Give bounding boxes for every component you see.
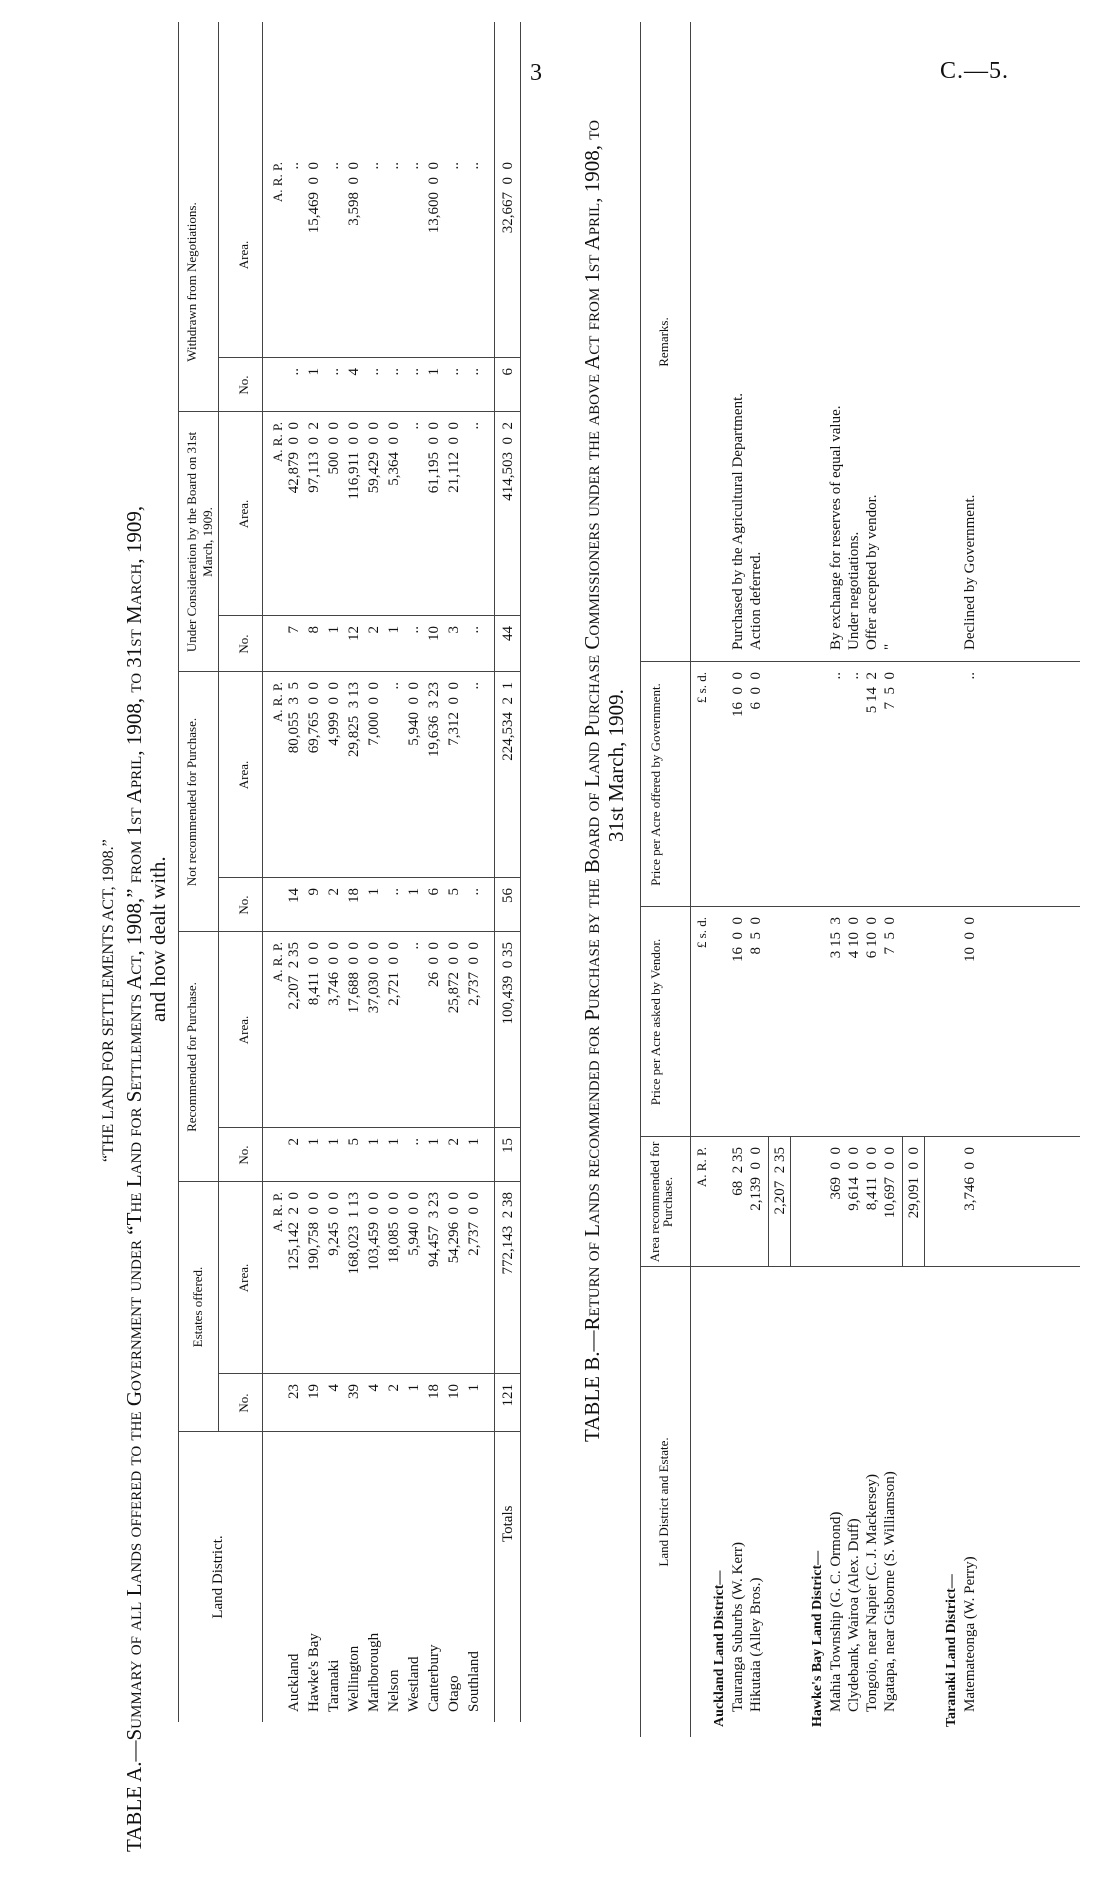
table-b-title: TABLE B.—Return of Lands recommended for Purchase by the Board of Land Purchase Commissioners under the above Act from 1st April, 1908, to	[580, 120, 604, 1442]
nr-no: ..	[466, 888, 482, 896]
rec-no: 1	[386, 1138, 402, 1146]
eo-area: 5,940 0 0	[406, 1192, 422, 1256]
district-name: Nelson	[386, 1669, 402, 1712]
col-vendor: Price per Acre asked by Vendor.	[648, 938, 663, 1106]
nr-no: 9	[306, 888, 322, 896]
arp-wd: A. R. P.	[270, 162, 285, 203]
totals-label: Totals	[500, 1505, 516, 1542]
nr-area: 7,312 0 0	[446, 682, 462, 746]
subtotal-area: 2,207 2 35	[772, 1147, 788, 1215]
govt-price: ..	[846, 672, 862, 680]
uc-no: 10	[426, 626, 442, 641]
sub-no-uc: No.	[236, 634, 251, 654]
nr-area: 69,765 0 0	[306, 682, 322, 754]
wd-no: 1	[426, 368, 442, 376]
district-heading: Taranaki Land District—	[944, 1574, 959, 1727]
wd-area: 3,598 0 0	[346, 162, 362, 226]
eo-no: 19	[306, 1384, 322, 1399]
nr-no: 14	[286, 888, 302, 903]
nr-no: 1	[406, 888, 422, 896]
eo-no: 1	[406, 1384, 422, 1392]
uc-no: 7	[286, 626, 302, 634]
table-b-title-2: 31st March, 1909.	[604, 689, 628, 842]
uc-area: 21,112 0 0	[446, 422, 462, 493]
rec-no: 1	[366, 1138, 382, 1146]
rec-area: 2,207 2 35	[286, 942, 302, 1010]
govt-price: ..	[962, 672, 978, 680]
nr-area: 80,055 3 5	[286, 682, 302, 754]
eo-no: 4	[366, 1384, 382, 1392]
estate-area: 10,697 0 0	[882, 1147, 898, 1219]
uc-area: ..	[406, 422, 422, 430]
rec-no: ..	[406, 1138, 422, 1146]
eo-area: 94,457 3 23	[426, 1192, 442, 1267]
district-heading: Auckland Land District—	[712, 1570, 727, 1727]
b-lsd-govt: £ s. d.	[694, 672, 709, 704]
total-eo-no: 121	[500, 1384, 516, 1407]
wd-no: ..	[326, 368, 342, 376]
grp-recommended: Recommended for Purchase.	[184, 982, 199, 1132]
page-reference: C.—5.	[940, 58, 1010, 84]
subtotal-area: 29,091 0 0	[906, 1147, 922, 1219]
col-area: Area recommended for Purchase.	[647, 1141, 675, 1263]
rec-no: 1	[426, 1138, 442, 1146]
estate-area: 8,411 0 0	[864, 1147, 880, 1211]
grp-under-consideration: Under Consideration by the Board on 31st March, 1909.	[184, 431, 215, 653]
wd-area: ..	[466, 162, 482, 170]
vendor-price: 7 5 0	[882, 917, 898, 955]
nr-area: ..	[386, 682, 402, 690]
remarks: Under negotiations.	[846, 531, 862, 650]
uc-area: 59,429 0 0	[366, 422, 382, 494]
eo-area: 9,245 0 0	[326, 1192, 342, 1256]
rec-area: 37,030 0 0	[366, 942, 382, 1014]
arp-nr: A. R. P.	[270, 682, 285, 723]
col-estate: Land District and Estate.	[656, 1437, 671, 1567]
remarks: Action deferred.	[748, 551, 764, 650]
wd-area: 13,600 0 0	[426, 162, 442, 234]
sub-no-wd: No.	[236, 375, 251, 395]
estate-name: Clydebank, Wairoa (Alex. Duff)	[846, 1518, 862, 1712]
eo-no: 4	[326, 1384, 342, 1392]
eo-area: 103,459 0 0	[366, 1192, 382, 1271]
vendor-price: 3 15 3	[828, 917, 844, 959]
eo-area: 54,296 0 0	[446, 1192, 462, 1264]
uc-area: 42,879 0 0	[286, 422, 302, 494]
uc-no: 1	[326, 626, 342, 634]
vendor-price: 8 5 0	[748, 917, 764, 955]
remarks: Purchased by the Agricultural Department.	[730, 392, 746, 650]
uc-no: 2	[366, 626, 382, 634]
col-remarks: Remarks.	[656, 317, 671, 367]
grp-not-recommended: Not recommended for Purchase.	[184, 717, 199, 887]
eo-no: 2	[386, 1384, 402, 1392]
eo-area: 125,142 2 0	[286, 1192, 302, 1271]
estate-name: Matemateonga (W. Perry)	[962, 1556, 978, 1712]
eo-area: 18,085 0 0	[386, 1192, 402, 1264]
eo-area: 190,758 0 0	[306, 1192, 322, 1271]
wd-no: ..	[406, 368, 422, 376]
col-govt: Price per Acre offered by Government.	[648, 683, 663, 886]
district-name: Wellington	[346, 1645, 362, 1712]
sub-area-uc: Area.	[236, 499, 251, 529]
uc-area: 500 0 0	[326, 422, 342, 475]
eo-no: 23	[286, 1384, 302, 1399]
total-nr-area: 224,534 2 1	[500, 682, 516, 761]
estate-name: Tauranga Suburbs (W. Kerr)	[730, 1541, 746, 1712]
uc-area: 5,364 0 0	[386, 422, 402, 486]
table-a-title: TABLE A.—Summary of all Lands offered to the Government under “The Land for Settlements Act, 1908,” from 1st April, 1908, to 31st March, 1909,	[122, 505, 146, 1852]
uc-area: 97,113 0 2	[306, 422, 322, 493]
rec-no: 2	[446, 1138, 462, 1146]
rec-no: 1	[466, 1138, 482, 1146]
b-lsd-vendor: £ s. d.	[694, 917, 709, 949]
arp-eo: A. R. P.	[270, 1192, 285, 1233]
vendor-price: 16 0 0	[730, 917, 746, 962]
wd-area: 15,469 0 0	[306, 162, 322, 234]
remarks: Declined by Government.	[962, 494, 978, 650]
nr-area: 29,825 3 13	[346, 682, 362, 757]
estate-name: Ngatapa, near Gisborne (S. Williamson)	[882, 1471, 898, 1712]
govt-price: 6 0 0	[748, 672, 764, 710]
nr-area: 7,000 0 0	[366, 682, 382, 746]
sub-no-nr: No.	[236, 895, 251, 915]
eo-no: 1	[466, 1384, 482, 1392]
district-heading: Hawke's Bay Land District—	[810, 1550, 825, 1727]
total-wd-area: 32,667 0 0	[500, 162, 516, 234]
total-eo-area: 772,143 2 38	[500, 1192, 516, 1275]
rec-area: 17,688 0 0	[346, 942, 362, 1014]
rec-area: 2,737 0 0	[466, 942, 482, 1006]
district-name: Canterbury	[426, 1644, 442, 1712]
rec-no: 5	[346, 1138, 362, 1146]
wd-no: ..	[286, 368, 302, 376]
estate-name: Mahia Township (G. C. Ormond)	[828, 1511, 844, 1712]
uc-area: 61,195 0 0	[426, 422, 442, 494]
wd-area: ..	[326, 162, 342, 170]
table-a-title-2: and how dealt with.	[146, 856, 170, 1022]
estate-area: 2,139 0 0	[748, 1147, 764, 1211]
estate-name: Hikutaia (Alley Bros.)	[748, 1577, 764, 1712]
eo-area: 168,023 1 13	[346, 1192, 362, 1275]
act-heading: “THE LAND FOR SETTLEMENTS ACT, 1908.”	[100, 839, 117, 1162]
grp-withdrawn: Withdrawn from Negotiations.	[184, 202, 199, 362]
uc-no: 3	[446, 626, 462, 634]
uc-no: 1	[386, 626, 402, 634]
page-number: 3	[530, 60, 542, 86]
govt-price: 5 14 2	[864, 672, 880, 714]
wd-no: ..	[366, 368, 382, 376]
total-uc-area: 414,503 0 2	[500, 422, 516, 501]
uc-no: 8	[306, 626, 322, 634]
rec-area: 26 0 0	[426, 942, 442, 987]
eo-no: 10	[446, 1384, 462, 1399]
sub-no-rec: No.	[236, 1145, 251, 1165]
wd-no: ..	[386, 368, 402, 376]
nr-no: 5	[446, 888, 462, 896]
rec-area: ..	[406, 942, 422, 950]
estate-area: 3,746 0 0	[962, 1147, 978, 1211]
district-name: Hawke's Bay	[306, 1633, 322, 1712]
district-name: Marlborough	[366, 1632, 382, 1712]
sub-no-eo: No.	[236, 1393, 251, 1413]
uc-no: ..	[406, 626, 422, 634]
b-arp: A. R. P.	[694, 1147, 709, 1188]
wd-area: ..	[406, 162, 422, 170]
eo-no: 18	[426, 1384, 442, 1399]
wd-no: ..	[446, 368, 462, 376]
uc-no: 12	[346, 626, 362, 641]
rec-no: 1	[326, 1138, 342, 1146]
district-name: Westland	[406, 1656, 422, 1712]
govt-price: ..	[828, 672, 844, 680]
sub-area-nr: Area.	[236, 760, 251, 790]
estate-area: 369 0 0	[828, 1147, 844, 1200]
nr-no: 6	[426, 888, 442, 896]
vendor-price: 4 10 0	[846, 917, 862, 959]
wd-area: ..	[386, 162, 402, 170]
remarks: Offer accepted by vendor.	[864, 494, 880, 650]
eo-area: 2,737 0 0	[466, 1192, 482, 1256]
wd-no: 1	[306, 368, 322, 376]
rec-area: 2,721 0 0	[386, 942, 402, 1006]
wd-no: 4	[346, 368, 362, 376]
vendor-price: 6 10 0	[864, 917, 880, 959]
sub-area-eo: Area.	[236, 1263, 251, 1293]
col-land-district: Land District.	[210, 1535, 226, 1619]
total-uc-no: 44	[500, 626, 516, 641]
district-name: Otago	[446, 1675, 462, 1712]
total-wd-no: 6	[500, 368, 516, 376]
uc-area: 116,911 0 0	[346, 422, 362, 500]
grp-estates: Estates offered.	[190, 1266, 205, 1348]
rec-no: 2	[286, 1138, 302, 1146]
nr-no: ..	[386, 888, 402, 896]
total-rec-no: 15	[500, 1138, 516, 1153]
wd-no: ..	[466, 368, 482, 376]
nr-area: 19,636 3 23	[426, 682, 442, 757]
wd-area: ..	[366, 162, 382, 170]
arp-rec: A. R. P.	[270, 942, 285, 983]
remarks: "	[882, 643, 898, 650]
total-rec-area: 100,439 0 35	[500, 942, 516, 1025]
nr-area: ..	[466, 682, 482, 690]
govt-price: 7 5 0	[882, 672, 898, 710]
uc-area: ..	[466, 422, 482, 430]
vendor-price: 10 0 0	[962, 917, 978, 962]
estate-area: 9,614 0 0	[846, 1147, 862, 1211]
nr-no: 2	[326, 888, 342, 896]
rec-area: 8,411 0 0	[306, 942, 322, 1006]
estate-name: Tongoio, near Napier (C. J. Mackersey)	[864, 1473, 880, 1712]
nr-no: 18	[346, 888, 362, 903]
wd-area: ..	[446, 162, 462, 170]
nr-no: 1	[366, 888, 382, 896]
district-name: Auckland	[286, 1653, 302, 1712]
rec-no: 1	[306, 1138, 322, 1146]
rec-area: 25,872 0 0	[446, 942, 462, 1014]
eo-no: 39	[346, 1384, 362, 1399]
estate-area: 68 2 35	[730, 1147, 746, 1196]
nr-area: 5,940 0 0	[406, 682, 422, 746]
govt-price: 16 0 0	[730, 672, 746, 717]
nr-area: 4,999 0 0	[326, 682, 342, 746]
rec-area: 3,746 0 0	[326, 942, 342, 1006]
uc-no: ..	[466, 626, 482, 634]
arp-uc: A. R. P.	[270, 422, 285, 463]
sub-area-rec: Area.	[236, 1015, 251, 1045]
district-name: Southland	[466, 1651, 482, 1712]
sub-area-wd: Area.	[236, 240, 251, 270]
total-nr-no: 56	[500, 888, 516, 903]
wd-area: ..	[286, 162, 302, 170]
remarks: By exchange for reserves of equal value.	[828, 405, 844, 650]
district-name: Taranaki	[326, 1659, 342, 1712]
